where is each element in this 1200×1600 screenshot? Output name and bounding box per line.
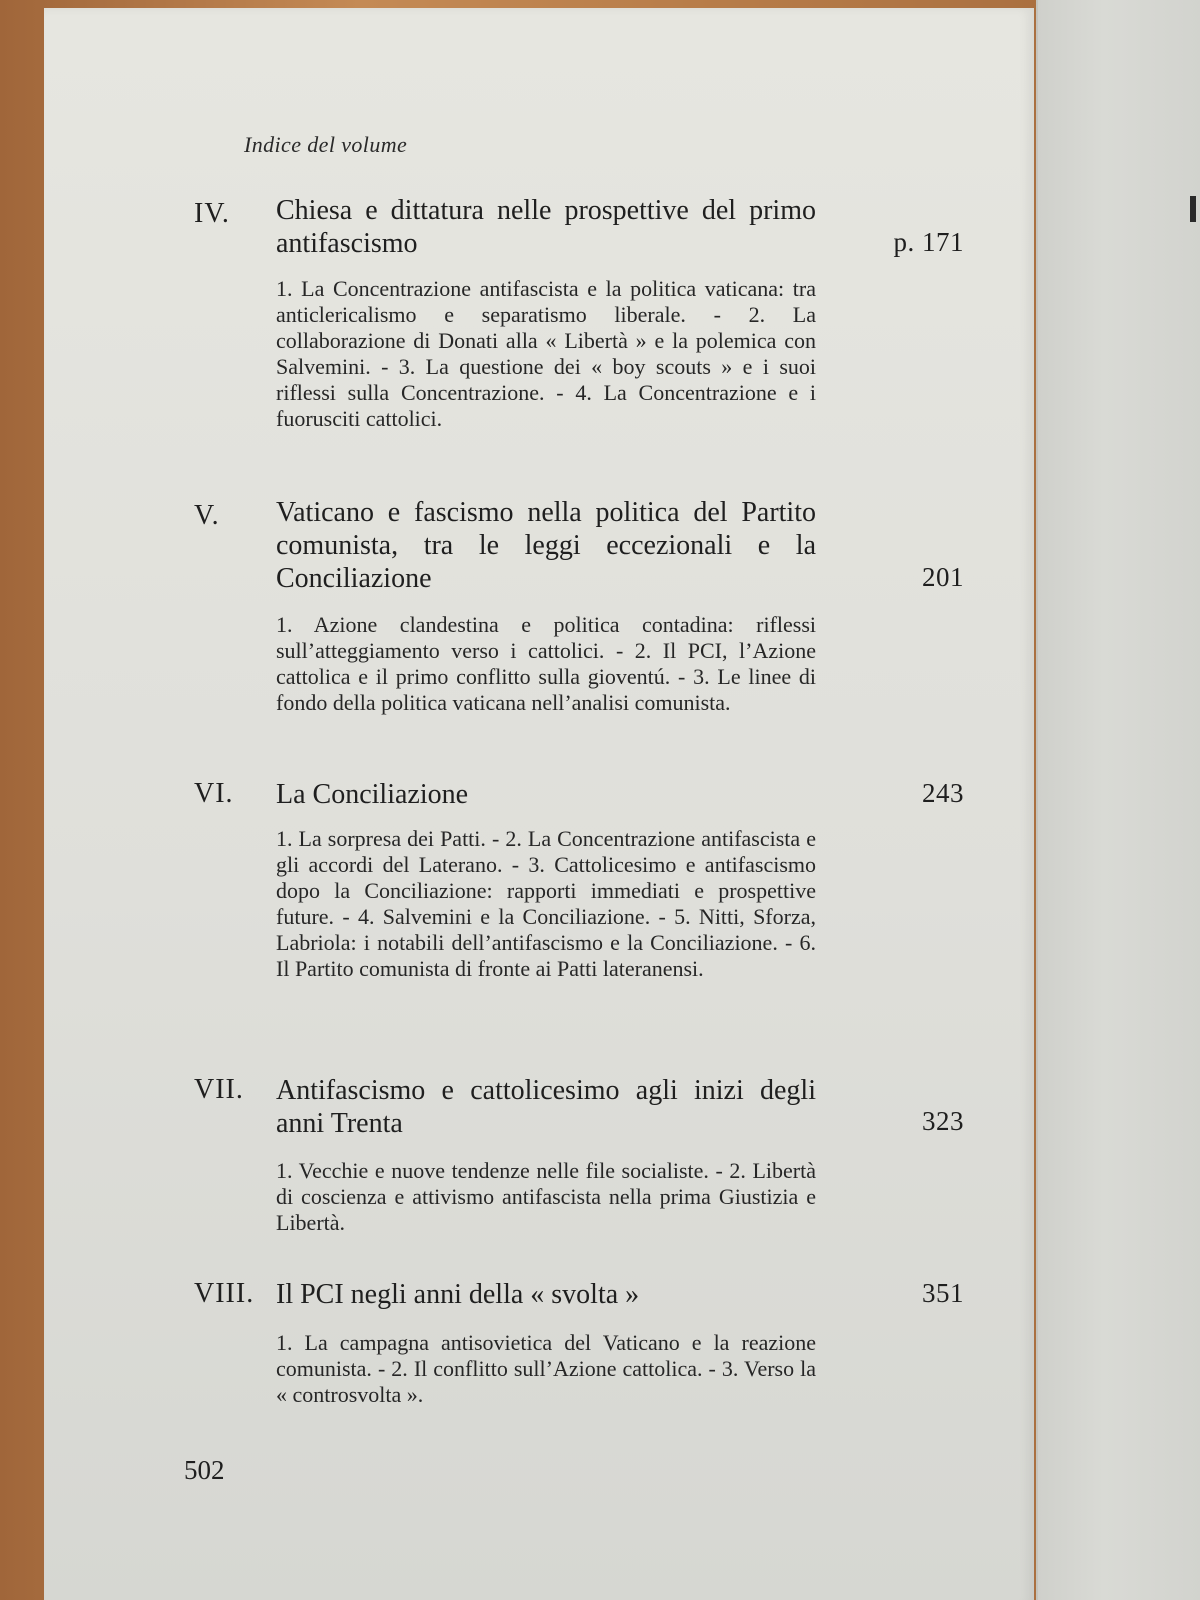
chapter-number: VIII. [194,1278,255,1309]
chapter-summary: 1. Vecchie e nuove tendenze nelle file socialiste. - 2. Libertà di coscienza e attivismo antifascista nella prima Giustizia e Libertà. [276,1158,816,1235]
running-head: Indice del volume [244,132,408,157]
chapter-number: V. [194,500,220,531]
chapter-summary: 1. La sorpresa dei Patti. - 2. La Concentrazione antifascista e gli accordi del Laterano. - 3. Cattolicesimo e antifascismo dopo la Conciliazione: rapporti immediati e prospettive future. - 4. Salvemini e la Conciliazione. - 5. Nitti, Sforza, Labriola: i notabili dell’antifascismo e la Conciliazione. - 6. Il Partito comunista di fronte ai Patti lateranensi. [276,826,816,981]
adjacent-page-mark [1190,196,1196,222]
chapter-title: Il PCI negli anni della « svolta » [276,1279,640,1310]
chapter-page-number: 323 [922,1106,964,1136]
page-number: 502 [184,1455,225,1485]
chapter-number: IV. [194,198,230,229]
chapter-summary: 1. La Concentrazione antifascista e la politica vaticana: tra anticlericalismo e separatismo liberale. - 2. La collaborazione di Donati alla « Libertà » e la polemica con Salvemini. - 3. La questione dei « boy scouts » e i suoi riflessi sulla Concentrazione. - 4. La Concentrazione e i fuorusciti cattolici. [276,276,816,431]
chapter-title: La Conciliazione [276,779,469,810]
chapter-page-number: 201 [922,562,964,592]
chapter-summary: 1. La campagna antisovietica del Vaticano e la reazione comunista. - 2. Il conflitto sull’Azione cattolica. - 3. Verso la « controsvolta ». [276,1330,816,1407]
chapter-summary: 1. Azione clandestina e politica contadina: riflessi sull’atteggiamento verso i cattolici. - 2. Il PCI, l’Azione cattolica e il primo conflitto sulla gioventú. - 3. Le linee di fondo della politica vaticana nell’analisi comunista. [276,612,816,715]
chapter-number: VI. [194,778,234,809]
chapter-page-number: 243 [922,778,964,808]
chapter-title: Chiesa e dittatura nelle prospettive del primo antifascismo [276,195,816,259]
chapter-page-number: p. 171 [893,227,964,257]
chapter-title: Vaticano e fascismo nella politica del Partito comunista, tra le leggi eccezionali e la Conciliazione [276,497,816,594]
chapter-title: Antifascismo e cattolicesimo agli inizi degli anni Trenta [276,1075,816,1139]
book-page [44,8,1034,1600]
chapter-page-number: 351 [922,1278,964,1308]
adjacent-page [1036,0,1200,1600]
chapter-number: VII. [194,1074,244,1105]
